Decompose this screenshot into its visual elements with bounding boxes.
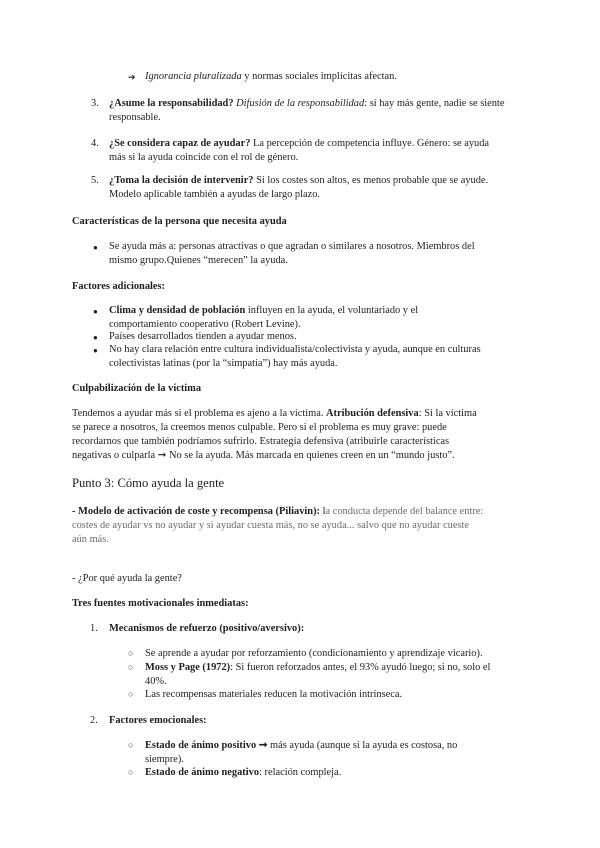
bullet-dot-icon: ● — [93, 243, 98, 252]
step-number: 3. — [91, 98, 99, 109]
bullet-dot-icon: ● — [93, 333, 98, 342]
section-title: Culpabilización de la víctima — [72, 383, 202, 394]
fuente1-c2-line1: Moss y Page (1972): Si fueron reforzados antes, el 93% ayudó luego; si no, solo el — [145, 662, 491, 673]
culpa-line4: negativas o culparla ➞ No se la ayuda. Más marcada en quienes creen en un “mundo justo”. — [72, 450, 455, 461]
bullet-dot-icon: ● — [93, 346, 98, 355]
fuente1-title: Mecanismos de refuerzo (positivo/aversivo): — [109, 623, 305, 634]
step-4-line2: más si la ayuda coincide con el rol de género. — [109, 152, 299, 163]
step-5-line2: Modelo aplicable también a ayudas de largo plazo. — [109, 189, 321, 200]
factores-b3-line2: colectivistas latinas (por la “simpatía”) hay más ayuda. — [109, 358, 338, 369]
bullet-dot-icon: ● — [93, 307, 98, 316]
step-3-line2: responsable. — [109, 112, 161, 123]
step-3-line1: ¿Asume la responsabilidad? Difusión de la responsabilidad: si hay más gente, nadie se siente — [109, 98, 505, 109]
culpa-line2: se parece a nosotros, la creemos menos culpable. Pero si el problema es muy grave: puede — [72, 422, 447, 433]
culpa-line1: Tendemos a ayudar más si el problema es ajeno a la víctima. Atribución defensiva: Si la víctima — [72, 408, 477, 419]
model-line3: aún más. — [72, 534, 109, 545]
list-number: 2. — [90, 715, 98, 726]
circle-bullet-icon: ○ — [128, 740, 134, 750]
step-number: 4. — [91, 138, 99, 149]
circle-bullet-icon: ○ — [128, 767, 134, 777]
fuente2-title: Factores emocionales: — [109, 715, 207, 726]
arrow-bullet-text: Ignorancia pluralizada y normas sociales implícitas afectan. — [145, 71, 397, 82]
fuente1-c3: Las recompensas materiales reducen la motivación intrínseca. — [145, 689, 403, 700]
section-title: Tres fuentes motivacionales inmediatas: — [72, 598, 249, 609]
fuente2-c1-line1: Estado de ánimo positivo ➞ más ayuda (aunque si la ayuda es costosa, no — [145, 740, 458, 751]
fuente2-c2: Estado de ánimo negativo: relación compleja. — [145, 767, 342, 778]
why-question: - ¿Por qué ayuda la gente? — [72, 573, 182, 584]
section-title: Factores adicionales: — [72, 281, 166, 292]
circle-bullet-icon: ○ — [128, 648, 134, 658]
circle-bullet-icon: ○ — [128, 689, 134, 699]
step-4-line1: ¿Se considera capaz de ayudar? La percepción de competencia influye. Género: se ayuda — [109, 138, 490, 149]
fuente2-c1-line2: siempre). — [145, 754, 184, 765]
factores-b3-line1: No hay clara relación entre cultura individualista/colectivista y ayuda, aunque en culturas — [109, 344, 481, 355]
model-line2: costes de ayudar vs no ayudar y si ayudar cuesta más, no se ayuda... salvo que no ayudar cueste — [72, 520, 470, 531]
section-title: Características de la persona que necesita ayuda — [72, 216, 287, 227]
culpa-line3: recordarnos que también podríamos sufrirlo. Estrategia defensiva (atribuirle características — [72, 436, 450, 447]
factores-b1-line2: comportamiento cooperativo (Robert Levine). — [109, 319, 301, 330]
fuente1-c1: Se aprende a ayudar por reforzamiento (condicionamiento y aprendizaje vicario). — [145, 648, 483, 659]
model-line1: - Modelo de activación de coste y recompensa (Piliavin): la conducta depende del balance entre: — [72, 506, 484, 517]
factores-b1-line1: Clima y densidad de población influyen en la ayuda, el voluntariado y el — [109, 305, 419, 316]
step-5-line1: ¿Toma la decisión de intervenir? Si los costes son altos, es menos probable que se ayude. — [109, 175, 489, 186]
circle-bullet-icon: ○ — [128, 662, 134, 672]
list-number: 1. — [90, 623, 98, 634]
persona-line1: Se ayuda más a: personas atractivas o que agradan o similares a nosotros. Miembros del — [109, 241, 475, 252]
step-number: 5. — [91, 175, 99, 186]
fuente1-c2-line2: 40%. — [145, 676, 167, 687]
factores-b2: Países desarrollados tienden a ayudar menos. — [109, 331, 297, 342]
section-heading: Punto 3: Cómo ayuda la gente — [72, 476, 225, 490]
arrow-icon: ➔ — [128, 72, 136, 82]
persona-line2: mismo grupo.Quienes “merecen” la ayuda. — [109, 255, 288, 266]
